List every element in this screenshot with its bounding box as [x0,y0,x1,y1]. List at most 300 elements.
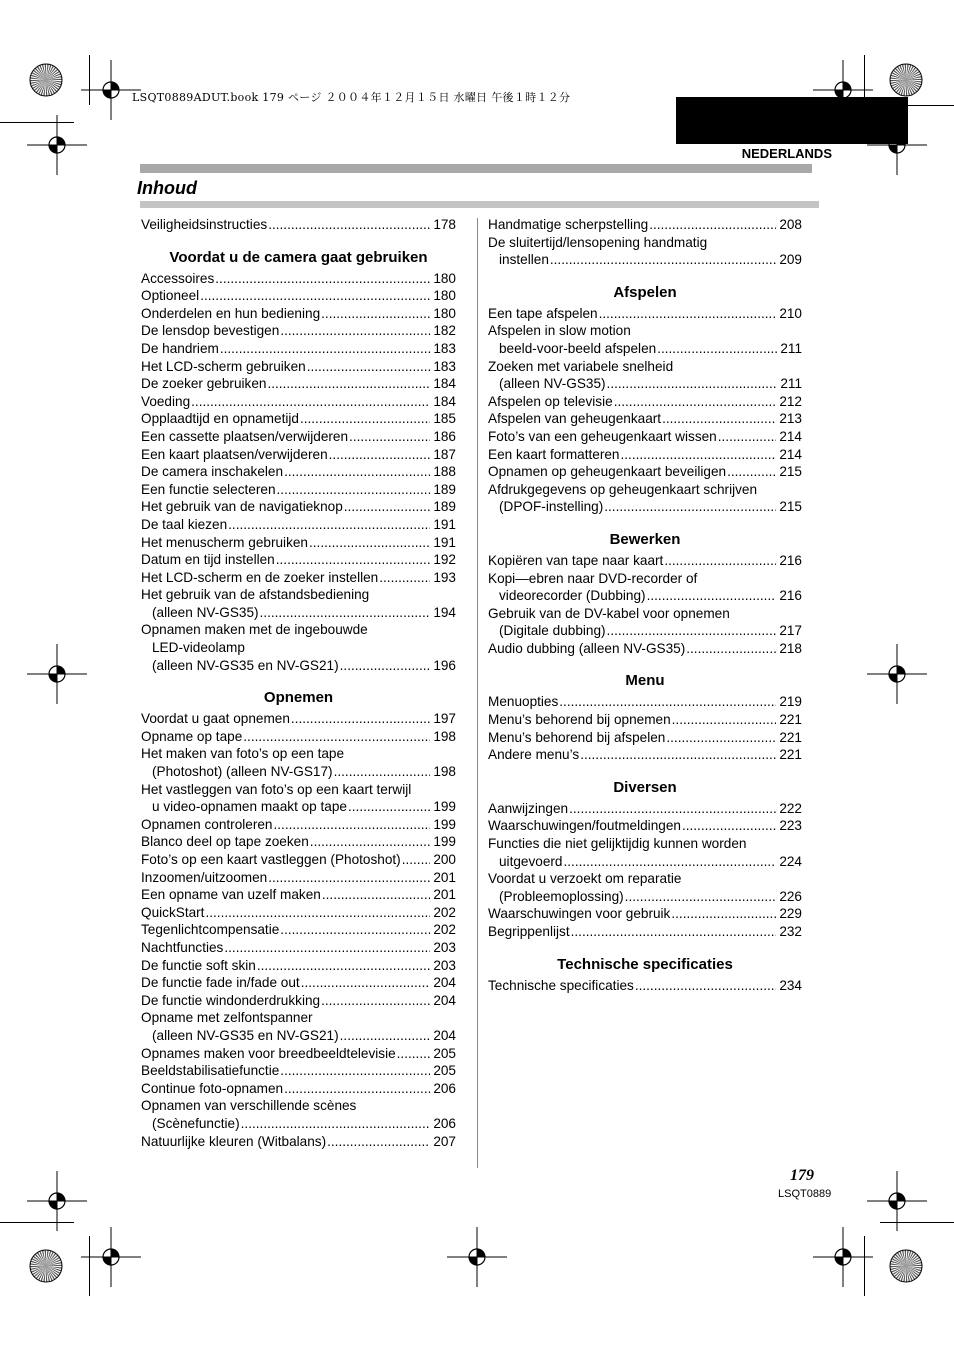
toc-entry-text: Een cassette plaatsen/verwijderen [141,428,349,444]
dot-leader [348,798,430,816]
toc-entry-text: (DPOF-instelling) [499,499,604,515]
toc-entry[interactable] [141,816,456,834]
toc-entry-page: 197 [433,711,456,727]
toc-entry[interactable] [488,410,802,428]
toc-entry[interactable] [488,428,802,446]
toc-entry-text: (alleen NV-GS35 en NV-GS21) [152,657,339,673]
crop-line [864,1236,865,1296]
toc-entry-page: 223 [779,818,802,834]
toc-entry-text: De zoeker gebruiken [141,376,267,392]
column-divider [477,218,478,1168]
toc-entry[interactable] [141,1097,456,1132]
toc-entry[interactable] [141,551,456,569]
toc-entry[interactable] [488,817,802,835]
toc-entry[interactable] [141,270,456,288]
dot-leader [635,977,776,995]
toc-entry-text: Het maken van foto’s op een tape [141,746,345,762]
dot-leader [607,622,777,640]
registration-mark-icon [27,644,87,704]
toc-entry-page: 201 [433,887,456,903]
dot-leader [284,463,430,481]
toc-entry-page: 196 [433,657,456,673]
toc-group [141,216,456,234]
toc-entry-page: 221 [779,747,802,763]
toc-entry[interactable] [141,957,456,975]
toc-entry-page: 218 [779,640,802,656]
dot-leader [571,923,777,941]
toc-entry[interactable] [488,322,802,357]
title-rule [140,201,819,208]
toc-entry[interactable] [141,569,456,587]
toc-entry-text: De camera inschakelen [141,464,284,480]
toc-entry-text: De sluitertijd/lensopening handmatig [488,234,708,250]
color-target-icon [28,62,64,98]
toc-group-heading: Technische specificaties [557,955,733,973]
toc-entry[interactable] [141,428,456,446]
dot-leader [625,888,777,906]
toc-entry-page: 207 [433,1133,456,1149]
toc-entry-text: Het LCD-scherm en de zoeker instellen [141,569,379,585]
toc-entry-text: De functie soft skin [141,957,256,973]
toc-entry[interactable] [141,1009,456,1044]
toc-entry-page: 185 [433,411,456,427]
toc-entry[interactable] [141,463,456,481]
dot-leader [291,710,430,728]
toc-entry-page: 205 [433,1045,456,1061]
toc-entry-page: 212 [779,393,802,409]
toc-entry-text: Afspelen op televisie [488,393,613,409]
toc-entry-text: Opnamen op geheugenkaart beveiligen [488,464,727,480]
toc-entry[interactable] [141,904,456,922]
toc-group-heading: Bewerken [609,530,681,548]
dot-leader [310,833,431,851]
toc-entry-text: Audio dubbing (alleen NV-GS35) [488,640,686,656]
dot-leader [647,587,777,605]
dot-leader [241,1115,431,1133]
dot-leader [268,216,430,234]
toc-entry-text: Kopi—ebren naar DVD-recorder of [488,570,698,586]
toc-entry[interactable] [141,340,456,358]
toc-entry-page: 209 [779,252,802,268]
toc-entry-page: 219 [779,694,802,710]
dot-leader [309,534,430,552]
toc-entry-text: Voordat u gaat opnemen [141,711,290,727]
toc-entry-text: Zoeken met variabele snelheid [488,358,674,374]
toc-entry-text: (Digitale dubbing) [499,623,606,639]
crop-line [89,55,90,105]
toc-group [488,779,802,941]
crop-line [0,122,74,123]
toc-entry[interactable] [488,605,802,640]
color-target-icon [888,62,924,98]
dot-leader [220,340,430,358]
toc-entry[interactable] [141,375,456,393]
toc-entry-page: 182 [433,323,456,339]
toc-entry-text: Menu’s behorend bij afspelen [488,729,666,745]
toc-entry-page: 198 [433,764,456,780]
toc-entry-text: Tegenlichtcompensatie [141,922,280,938]
toc-entry-text: Accessoires [141,270,215,286]
toc-group-heading: Diversen [613,778,677,796]
toc-entry-text: Opnamen controleren [141,816,273,832]
crop-line [864,55,865,107]
toc-entry-text: (Scènefunctie) [152,1115,240,1131]
dot-leader [580,746,776,764]
dot-leader [205,904,430,922]
toc-entry-text: Waarschuwingen/foutmeldingen [488,818,681,834]
toc-entry-page: 211 [780,340,802,356]
toc-entry-text: (alleen NV-GS35) [152,604,259,620]
toc-entry-page: 204 [433,975,456,991]
toc-group [488,216,802,269]
toc-entry-page: 213 [779,411,802,427]
dot-leader [379,569,430,587]
toc-entry[interactable] [141,833,456,851]
crop-line [0,1222,74,1223]
toc-entry-page: 199 [433,816,456,832]
document-code: LSQT0889 [778,1188,832,1200]
dot-leader [559,693,776,711]
toc-entry[interactable] [488,640,802,658]
toc-entry[interactable] [141,216,456,234]
toc-group [141,689,456,1150]
toc-entry[interactable] [141,1080,456,1098]
toc-right-column [488,216,802,994]
dot-leader [280,1062,430,1080]
dot-leader [327,1133,430,1151]
toc-entry-page: 191 [433,516,456,532]
toc-entry-text: Natuurlijke kleuren (Witbalans) [141,1133,327,1149]
toc-entry-page: 229 [779,906,802,922]
toc-entry[interactable] [141,781,456,816]
toc-entry[interactable] [488,570,802,605]
toc-entry[interactable] [141,745,456,780]
color-target-icon [28,1248,64,1284]
dot-leader [649,216,776,234]
dot-leader [280,921,430,939]
dot-leader [243,728,430,746]
toc-entry[interactable] [141,446,456,464]
toc-entry-page: 183 [433,358,456,374]
toc-entry-page: 180 [433,288,456,304]
toc-entry-text: (Photoshot) (alleen NV-GS17) [152,764,333,780]
dot-leader [340,1027,431,1045]
toc-entry-page: 205 [433,1063,456,1079]
toc-entry[interactable] [488,729,802,747]
toc-left-column [141,216,456,1150]
toc-entry-page: 206 [433,1115,456,1131]
dot-leader [224,939,430,957]
dot-leader [273,816,430,834]
toc-entry-page: 215 [779,499,802,515]
dot-leader [563,853,776,871]
dot-leader [672,711,777,729]
toc-entry-page: 234 [779,977,802,993]
toc-entry-page: 226 [779,888,802,904]
toc-entry-text: Begrippenlijst [488,924,570,939]
toc-entry[interactable] [488,800,802,818]
toc-entry-page: 180 [433,305,456,321]
toc-entry-text: Een kaart plaatsen/verwijderen [141,446,328,462]
page-title: Inhoud [137,178,197,198]
toc-entry-page: 193 [433,569,456,585]
toc-group-heading: Menu [625,672,665,690]
toc-entry-text: Opnamen maken met de ingebouwde [141,622,368,638]
toc-group-heading: Voordat u de camera gaat gebruiken [169,248,428,266]
toc-entry[interactable] [488,977,802,995]
dot-leader [686,640,776,658]
toc-entry-text: Opname met zelfontspanner [141,1010,313,1026]
toc-entry-page: 202 [433,922,456,938]
toc-entry[interactable] [488,216,802,234]
toc-entry[interactable] [488,693,802,711]
toc-entry-page: 191 [433,534,456,550]
toc-entry-text: Afspelen in slow motion [488,323,631,339]
toc-entry-page: 222 [779,800,802,816]
dot-leader [307,358,431,376]
toc-entry-page: 189 [433,481,456,497]
toc-entry-text: Technische specificaties [488,977,634,993]
toc-entry-text: Foto’s op een kaart vastleggen (Photoshot) [141,852,401,867]
dot-leader [671,905,776,923]
toc-entry-page: 215 [779,464,802,480]
toc-entry[interactable] [141,621,456,674]
toc-entry[interactable] [141,869,456,887]
toc-entry[interactable] [141,287,456,305]
toc-entry[interactable] [141,393,456,411]
toc-entry-page: 183 [433,340,456,356]
toc-entry[interactable] [141,728,456,746]
toc-entry[interactable] [141,481,456,499]
toc-entry-text: Kopiëren van tape naar kaart [488,552,664,568]
toc-entry[interactable] [141,851,456,869]
toc-entry-text: Inzoomen/uitzoomen [141,869,268,885]
dot-leader [284,1080,430,1098]
toc-entry-text: Opnamen van verschillende scènes [141,1098,357,1114]
toc-entry[interactable] [488,923,802,941]
toc-entry-text: Een functie selecteren [141,481,276,497]
toc-entry[interactable] [141,974,456,992]
dot-leader [682,817,776,835]
toc-entry-text: Een opname van uzelf maken [141,887,321,903]
dot-leader [402,851,431,869]
registration-mark-icon [27,115,87,175]
toc-entry-text: QuickStart [141,904,205,920]
dot-leader [662,410,776,428]
color-target-icon [888,1248,924,1284]
toc-entry-page: 184 [433,393,456,409]
toc-entry[interactable] [141,1045,456,1063]
dot-leader [228,516,430,534]
toc-entry[interactable] [141,921,456,939]
toc-entry-text: Beeldstabilisatiefunctie [141,1063,280,1079]
toc-entry-page: 199 [433,799,456,815]
toc-entry-text: Het gebruik van de navigatieknop [141,499,343,515]
toc-group [488,956,802,995]
toc-entry-text: Voeding [141,393,191,409]
toc-entry-text: Het LCD-scherm gebruiken [141,358,306,374]
toc-entry[interactable] [141,939,456,957]
dot-leader [267,375,430,393]
toc-entry-page: 204 [433,1027,456,1043]
toc-entry-text: Onderdelen en hun bediening [141,305,321,321]
toc-entry-page: 204 [433,992,456,1008]
toc-entry[interactable] [488,234,802,269]
language-label: NEDERLANDS [741,146,832,161]
toc-entry-page: 201 [433,869,456,885]
toc-entry[interactable] [488,463,802,481]
toc-entry[interactable] [488,905,802,923]
dot-leader [200,287,430,305]
toc-group [488,531,802,658]
registration-mark-icon [81,60,141,120]
toc-entry-text: Opname op tape [141,728,243,744]
dot-leader [550,251,776,269]
crop-line [880,105,954,106]
dot-leader [268,869,430,887]
toc-entry-page: 203 [433,939,456,955]
toc-entry-page: 208 [779,217,802,232]
toc-entry[interactable] [488,552,802,570]
toc-entry-text: Opnames maken voor breedbeeldtelevisie [141,1045,396,1061]
toc-entry-text: u video-opnamen maakt op tape [152,799,347,815]
toc-entry-page: 186 [433,428,456,444]
toc-entry-text: De functie windonderdrukking [141,992,321,1008]
toc-entry[interactable] [488,393,802,411]
toc-entry[interactable] [141,410,456,428]
toc-entry[interactable] [141,586,456,621]
dot-leader [329,446,431,464]
toc-entry-page: 206 [433,1080,456,1096]
toc-entry[interactable] [141,710,456,728]
dot-leader [321,305,430,323]
toc-entry-page: 199 [433,834,456,850]
dot-leader [340,657,431,675]
toc-entry[interactable] [141,886,456,904]
toc-entry-text: Een tape afspelen [488,305,598,321]
toc-entry-text: Een kaart formatteren [488,446,620,462]
dot-leader [614,393,777,411]
toc-entry-text: uitgevoerd [499,853,563,869]
toc-entry-text: Het menuscherm gebruiken [141,534,308,550]
dot-leader [334,763,431,781]
toc-entry-page: 232 [779,924,802,939]
toc-entry[interactable] [141,358,456,376]
toc-entry[interactable] [141,305,456,323]
toc-entry-text: instellen [499,252,549,268]
toc-entry-page: 210 [779,305,802,321]
top-rule [140,164,812,173]
toc-group [488,284,802,516]
toc-entry-page: 180 [433,270,456,286]
toc-entry-page: 198 [433,728,456,744]
toc-entry[interactable] [141,534,456,552]
toc-entry[interactable] [488,481,802,516]
toc-entry-page: 221 [779,729,802,745]
toc-entry-text: Handmatige scherpstelling [488,217,649,232]
toc-entry[interactable] [488,746,802,764]
toc-entry[interactable] [488,305,802,323]
toc-entry-page: 216 [779,588,802,604]
dot-leader [607,375,778,393]
toc-entry-text: De functie fade in/fade out [141,975,300,991]
toc-entry-text: Het gebruik van de afstandsbediening [141,587,370,603]
toc-entry[interactable] [488,446,802,464]
dot-leader [260,604,431,622]
toc-entry-page: 178 [433,217,456,232]
toc-group [141,249,456,675]
toc-entry[interactable] [141,1062,456,1080]
toc-entry[interactable] [488,358,802,393]
dot-leader [666,729,776,747]
dot-leader [344,498,431,516]
dot-leader [257,957,430,975]
toc-group [488,672,802,763]
dot-leader [300,410,430,428]
toc-entry-text: Continue foto-opnamen [141,1080,284,1096]
toc-entry-text: Afspelen van geheugenkaart [488,411,662,427]
dot-leader [718,428,777,446]
toc-entry-page: 217 [779,623,802,639]
toc-entry[interactable] [141,498,456,516]
toc-entry[interactable] [488,870,802,905]
toc-entry-page: 203 [433,957,456,973]
toc-entry-text: De handriem [141,340,219,356]
registration-mark-icon [81,1227,141,1287]
dot-leader [569,800,776,818]
crop-line [89,1236,90,1296]
toc-entry[interactable] [141,322,456,340]
toc-entry-page: 192 [433,552,456,568]
toc-entry[interactable] [488,711,802,729]
toc-entry-text: (alleen NV-GS35 en NV-GS21) [152,1027,339,1043]
toc-entry[interactable] [488,835,802,870]
toc-entry-text: (Probleemoplossing) [499,888,624,904]
toc-entry-text: Afdrukgegevens op geheugenkaart schrijven [488,481,758,497]
dot-leader [620,446,776,464]
registration-mark-icon [867,644,927,704]
toc-entry-page: 211 [780,376,802,392]
dot-leader [727,463,776,481]
toc-entry-text: LED-videolamp [152,640,245,656]
dot-leader [280,322,430,340]
toc-entry-text: Foto’s van een geheugenkaart wissen [488,428,717,444]
toc-entry-page: 202 [433,904,456,920]
toc-entry-text: Functies die niet gelijktijdig kunnen worden [488,836,747,852]
toc-entry-text: videorecorder (Dubbing) [499,588,646,604]
registration-mark-icon [447,1227,507,1287]
toc-entry[interactable] [141,516,456,534]
toc-entry-text: Gebruik van de DV-kabel voor opnemen [488,605,730,621]
toc-entry-text: Optioneel [141,288,200,304]
toc-entry[interactable] [141,1133,456,1151]
toc-entry-text: Waarschuwingen voor gebruik [488,906,671,922]
toc-entry-page: 214 [779,428,802,444]
dot-leader [321,992,430,1010]
toc-entry-page: 188 [433,464,456,480]
dot-leader [322,886,430,904]
toc-entry-text: Datum en tijd instellen [141,552,275,568]
dot-leader [277,481,431,499]
dot-leader [349,428,430,446]
dot-leader [191,393,430,411]
toc-entry-page: 184 [433,376,456,392]
toc-entry-page: 187 [433,446,456,462]
toc-entry-page: 200 [433,852,456,867]
toc-entry[interactable] [141,992,456,1010]
toc-entry-text: (alleen NV-GS35) [499,376,606,392]
toc-entry-text: Blanco deel op tape zoeken [141,834,309,850]
